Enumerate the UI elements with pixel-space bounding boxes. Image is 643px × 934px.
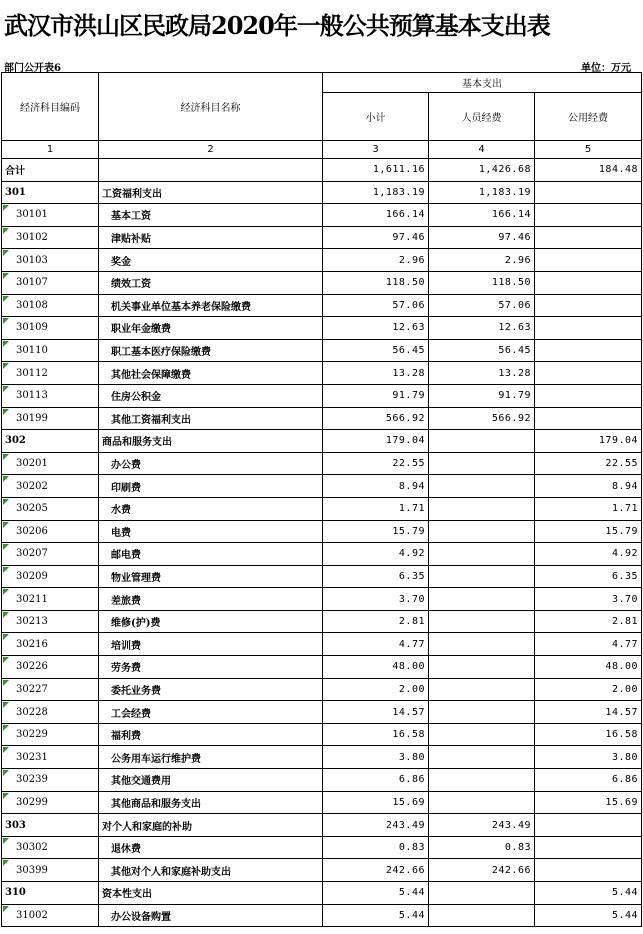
public-cell [535,339,642,362]
cell-comment-marker-icon [3,793,9,799]
public-cell [535,407,642,430]
economic-code-cell [2,836,99,859]
personnel-cell: 56.45 [429,339,535,362]
economic-name-cell: 办公设备购置 [99,904,323,927]
economic-code: 30101 [16,209,48,221]
economic-code: 30103 [16,254,48,266]
subtotal-cell: 15.79 [323,520,429,543]
table-row [2,633,642,656]
public-cell: 5.44 [535,904,642,927]
personnel-cell: 1,426.68 [429,159,535,182]
table-row [2,791,642,814]
personnel-cell [429,497,535,520]
economic-code-cell [2,384,99,407]
table-row [2,407,642,430]
economic-code-cell [2,610,99,633]
economic-name-cell: 奖金 [99,249,323,272]
personnel-cell: 57.06 [429,294,535,317]
economic-code-cell [2,181,99,204]
economic-code: 30211 [16,593,48,605]
personnel-cell [429,588,535,611]
economic-code-cell [2,723,99,746]
cell-comment-marker-icon [3,363,9,369]
table-row [2,904,642,927]
public-cell: 8.94 [535,475,642,498]
economic-name-cell: 办公费 [99,452,323,475]
cell-comment-marker-icon [3,454,9,460]
public-cell: 15.69 [535,791,642,814]
header-name: 经济科目名称 [99,73,323,141]
economic-code: 303 [5,819,26,831]
economic-name-cell: 其他工资福利支出 [99,407,323,430]
economic-code: 301 [5,186,26,198]
table-row [2,678,642,701]
personnel-cell: 566.92 [429,407,535,430]
economic-code: 30205 [16,503,48,515]
personnel-cell [429,678,535,701]
cell-comment-marker-icon [3,770,9,776]
table-row [2,859,642,882]
cell-comment-marker-icon [3,296,9,302]
table-row [2,565,642,588]
economic-code-cell [2,814,99,837]
table-row [2,701,642,724]
cell-comment-marker-icon [3,228,9,234]
table-row [2,610,642,633]
table-row [2,452,642,475]
cell-comment-marker-icon [3,612,9,618]
table-row [2,362,642,385]
economic-code: 30206 [16,525,48,537]
personnel-cell: 243.49 [429,814,535,837]
economic-code-cell [2,859,99,882]
public-cell: 16.58 [535,723,642,746]
subtotal-cell: 2.00 [323,678,429,701]
personnel-cell: 91.79 [429,384,535,407]
economic-code-cell [2,339,99,362]
economic-name-cell: 对个人和家庭的补助 [99,814,323,837]
economic-code: 30228 [16,706,48,718]
personnel-cell: 13.28 [429,362,535,385]
table-row [2,271,642,294]
economic-code: 30229 [16,729,48,741]
personnel-cell: 12.63 [429,317,535,340]
header-subtotal: 小计 [323,93,429,141]
economic-code-cell [2,633,99,656]
cell-comment-marker-icon [3,567,9,573]
economic-code: 30209 [16,570,48,582]
cell-comment-marker-icon [3,499,9,505]
public-cell [535,814,642,837]
personnel-cell [429,475,535,498]
economic-code: 30227 [16,683,48,695]
cell-comment-marker-icon [3,906,9,912]
index-cell: 5 [535,141,642,159]
subtotal-cell: 5.44 [323,882,429,905]
economic-code-cell [2,791,99,814]
subtotal-cell: 179.04 [323,430,429,453]
economic-name-cell: 工会经费 [99,701,323,724]
table-row [2,520,642,543]
public-cell: 15.79 [535,520,642,543]
economic-name-cell: 其他对个人和家庭补助支出 [99,859,323,882]
economic-code-cell [2,317,99,340]
economic-code-cell [2,362,99,385]
index-cell: 1 [2,141,99,159]
subtotal-cell: 1,183.19 [323,181,429,204]
personnel-cell [429,769,535,792]
economic-name-cell: 印刷费 [99,475,323,498]
personnel-cell [429,520,535,543]
economic-code: 30109 [16,322,48,334]
subtotal-cell: 13.28 [323,362,429,385]
public-cell: 5.44 [535,882,642,905]
table-row [2,475,642,498]
economic-code: 30102 [16,232,48,244]
public-cell: 4.92 [535,543,642,566]
subtotal-cell: 243.49 [323,814,429,837]
table-row [2,882,642,905]
economic-code-cell [2,497,99,520]
public-cell [535,249,642,272]
table-body [2,159,642,927]
table-row [2,769,642,792]
economic-name-cell: 维修(护)费 [99,610,323,633]
economic-code: 30302 [16,842,48,854]
economic-code: 30202 [16,480,48,492]
subtotal-cell: 6.86 [323,769,429,792]
subtotal-cell: 6.35 [323,565,429,588]
budget-table [1,72,642,927]
table-row [2,204,642,227]
economic-code: 30299 [16,796,48,808]
economic-name-cell: 机关事业单位基本养老保险缴费 [99,294,323,317]
economic-code-cell [2,769,99,792]
economic-code: 302 [5,435,26,447]
economic-code-cell [2,520,99,543]
cell-comment-marker-icon [3,341,9,347]
subtotal-cell: 16.58 [323,723,429,746]
subtotal-cell: 4.92 [323,543,429,566]
public-cell: 6.35 [535,565,642,588]
subtotal-cell: 2.96 [323,249,429,272]
subtotal-cell: 56.45 [323,339,429,362]
cell-comment-marker-icon [3,725,9,731]
public-cell [535,294,642,317]
economic-name-cell: 退休费 [99,836,323,859]
economic-code-cell [2,475,99,498]
table-row [2,836,642,859]
public-cell [535,317,642,340]
index-cell: 4 [429,141,535,159]
economic-name-cell: 基本工资 [99,204,323,227]
economic-code-cell [2,294,99,317]
subtotal-cell: 3.70 [323,588,429,611]
economic-code-cell [2,430,99,453]
economic-name-cell: 水费 [99,497,323,520]
table-row [2,339,642,362]
economic-name-cell: 津贴补贴 [99,226,323,249]
personnel-cell [429,701,535,724]
cell-comment-marker-icon [3,409,9,415]
economic-code: 合计 [5,166,25,178]
personnel-cell [429,882,535,905]
economic-code-cell [2,271,99,294]
subtotal-cell: 4.77 [323,633,429,656]
cell-comment-marker-icon [3,702,9,708]
economic-code: 30239 [16,774,48,786]
public-cell: 184.48 [535,159,642,182]
table-row [2,814,642,837]
subtotal-cell: 5.44 [323,904,429,927]
public-cell [535,836,642,859]
cell-comment-marker-icon [3,250,9,256]
personnel-cell [429,430,535,453]
public-cell [535,271,642,294]
cell-comment-marker-icon [3,318,9,324]
table-row [2,317,642,340]
subtotal-cell: 1.71 [323,497,429,520]
personnel-cell: 1,183.19 [429,181,535,204]
cell-comment-marker-icon [3,273,9,279]
table-row [2,226,642,249]
economic-name-cell: 职业年金缴费 [99,317,323,340]
economic-code-cell [2,249,99,272]
economic-code-cell [2,159,99,182]
economic-code: 31002 [16,909,48,921]
economic-code: 30110 [16,345,48,357]
header-public: 公用经费 [535,93,642,141]
public-cell [535,362,642,385]
economic-code: 30107 [16,277,48,289]
index-cell: 3 [323,141,429,159]
subtotal-cell: 242.66 [323,859,429,882]
economic-name-cell: 工资福利支出 [99,181,323,204]
economic-name-cell: 委托业务费 [99,678,323,701]
subtotal-cell: 14.57 [323,701,429,724]
cell-comment-marker-icon [3,522,9,528]
subtotal-cell: 1,611.16 [323,159,429,182]
subtotal-cell: 15.69 [323,791,429,814]
personnel-cell [429,723,535,746]
personnel-cell: 118.50 [429,271,535,294]
economic-code-cell [2,656,99,679]
subtotal-cell: 0.83 [323,836,429,859]
economic-name-cell: 差旅费 [99,588,323,611]
economic-name-cell: 资本性支出 [99,882,323,905]
economic-code-cell [2,565,99,588]
economic-code: 30399 [16,864,48,876]
table-header [2,73,642,159]
table-row [2,746,642,769]
subtotal-cell: 118.50 [323,271,429,294]
personnel-cell [429,746,535,769]
personnel-cell: 242.66 [429,859,535,882]
economic-name-cell: 商品和服务支出 [99,430,323,453]
economic-code: 30213 [16,616,48,628]
public-cell: 3.80 [535,746,642,769]
economic-name-cell: 其他交通费用 [99,769,323,792]
economic-name-cell: 职工基本医疗保险缴费 [99,339,323,362]
economic-code: 30216 [16,638,48,650]
personnel-cell [429,791,535,814]
table-row [2,181,642,204]
table-row [2,723,642,746]
economic-name-cell: 住房公积金 [99,384,323,407]
cell-comment-marker-icon [3,860,9,866]
economic-name-cell: 电费 [99,520,323,543]
economic-code: 30231 [16,751,48,763]
public-cell [535,204,642,227]
economic-name-cell: 福利费 [99,723,323,746]
table-row [2,543,642,566]
economic-name-cell: 劳务费 [99,656,323,679]
economic-code: 30199 [16,412,48,424]
economic-name-cell: 其他商品和服务支出 [99,791,323,814]
subtotal-cell: 91.79 [323,384,429,407]
public-cell: 4.77 [535,633,642,656]
public-cell [535,859,642,882]
personnel-cell [429,656,535,679]
economic-code: 30201 [16,458,48,470]
public-cell: 2.00 [535,678,642,701]
table-row [2,294,642,317]
table-row [2,159,642,182]
header-group: 基本支出 [323,73,642,93]
personnel-cell: 166.14 [429,204,535,227]
table-row [2,656,642,679]
economic-code: 30108 [16,299,48,311]
economic-code: 30112 [16,367,48,379]
economic-code-cell [2,701,99,724]
subtotal-cell: 166.14 [323,204,429,227]
economic-code: 30226 [16,661,48,673]
economic-name-cell: 公务用车运行维护费 [99,746,323,769]
economic-code-cell [2,407,99,430]
cell-comment-marker-icon [3,205,9,211]
table-row [2,384,642,407]
economic-name-cell: 其他社会保障缴费 [99,362,323,385]
personnel-cell [429,610,535,633]
economic-code-cell [2,588,99,611]
public-cell: 1.71 [535,497,642,520]
public-cell: 6.86 [535,769,642,792]
subtotal-cell: 97.46 [323,226,429,249]
cell-comment-marker-icon [3,589,9,595]
public-cell: 3.70 [535,588,642,611]
public-cell [535,226,642,249]
economic-code: 310 [5,887,26,899]
public-cell [535,181,642,204]
subtotal-cell: 57.06 [323,294,429,317]
table-row [2,430,642,453]
public-cell: 179.04 [535,430,642,453]
economic-code-cell [2,226,99,249]
header-code: 经济科目编码 [2,73,99,141]
cell-comment-marker-icon [3,680,9,686]
economic-name-cell: 邮电费 [99,543,323,566]
subtotal-cell: 3.80 [323,746,429,769]
cell-comment-marker-icon [3,747,9,753]
public-cell [535,384,642,407]
cell-comment-marker-icon [3,386,9,392]
economic-code-cell [2,678,99,701]
economic-code-cell [2,204,99,227]
subtotal-cell: 8.94 [323,475,429,498]
table-row [2,588,642,611]
economic-code: 30113 [16,390,48,402]
economic-name-cell: 培训费 [99,633,323,656]
personnel-cell [429,565,535,588]
economic-code-cell [2,882,99,905]
personnel-cell [429,904,535,927]
economic-code: 30207 [16,548,48,560]
cell-comment-marker-icon [3,544,9,550]
public-cell: 2.81 [535,610,642,633]
subtotal-cell: 12.63 [323,317,429,340]
cell-comment-marker-icon [3,634,9,640]
subtotal-cell: 2.81 [323,610,429,633]
unit-label: 单位：万元 [581,63,631,74]
personnel-cell: 97.46 [429,226,535,249]
personnel-cell [429,543,535,566]
page-title: 武汉市洪山区民政局2020年一般公共预算基本支出表 [4,11,550,40]
economic-name-cell: 物业管理费 [99,565,323,588]
economic-code-cell [2,452,99,475]
header-personnel: 人员经费 [429,93,535,141]
form-label: 部门公开表6 [4,63,61,74]
personnel-cell [429,633,535,656]
table-row [2,497,642,520]
subtotal-cell: 48.00 [323,656,429,679]
cell-comment-marker-icon [3,476,9,482]
subtotal-cell: 566.92 [323,407,429,430]
personnel-cell [429,452,535,475]
cell-comment-marker-icon [3,657,9,663]
personnel-cell: 2.96 [429,249,535,272]
public-cell: 48.00 [535,656,642,679]
table-row [2,249,642,272]
economic-code-cell [2,746,99,769]
index-cell: 2 [99,141,323,159]
economic-code-cell [2,904,99,927]
personnel-cell: 0.83 [429,836,535,859]
subtotal-cell: 22.55 [323,452,429,475]
economic-name-cell [99,159,323,182]
public-cell: 22.55 [535,452,642,475]
economic-name-cell: 绩效工资 [99,271,323,294]
public-cell: 14.57 [535,701,642,724]
cell-comment-marker-icon [3,838,9,844]
economic-code-cell [2,543,99,566]
